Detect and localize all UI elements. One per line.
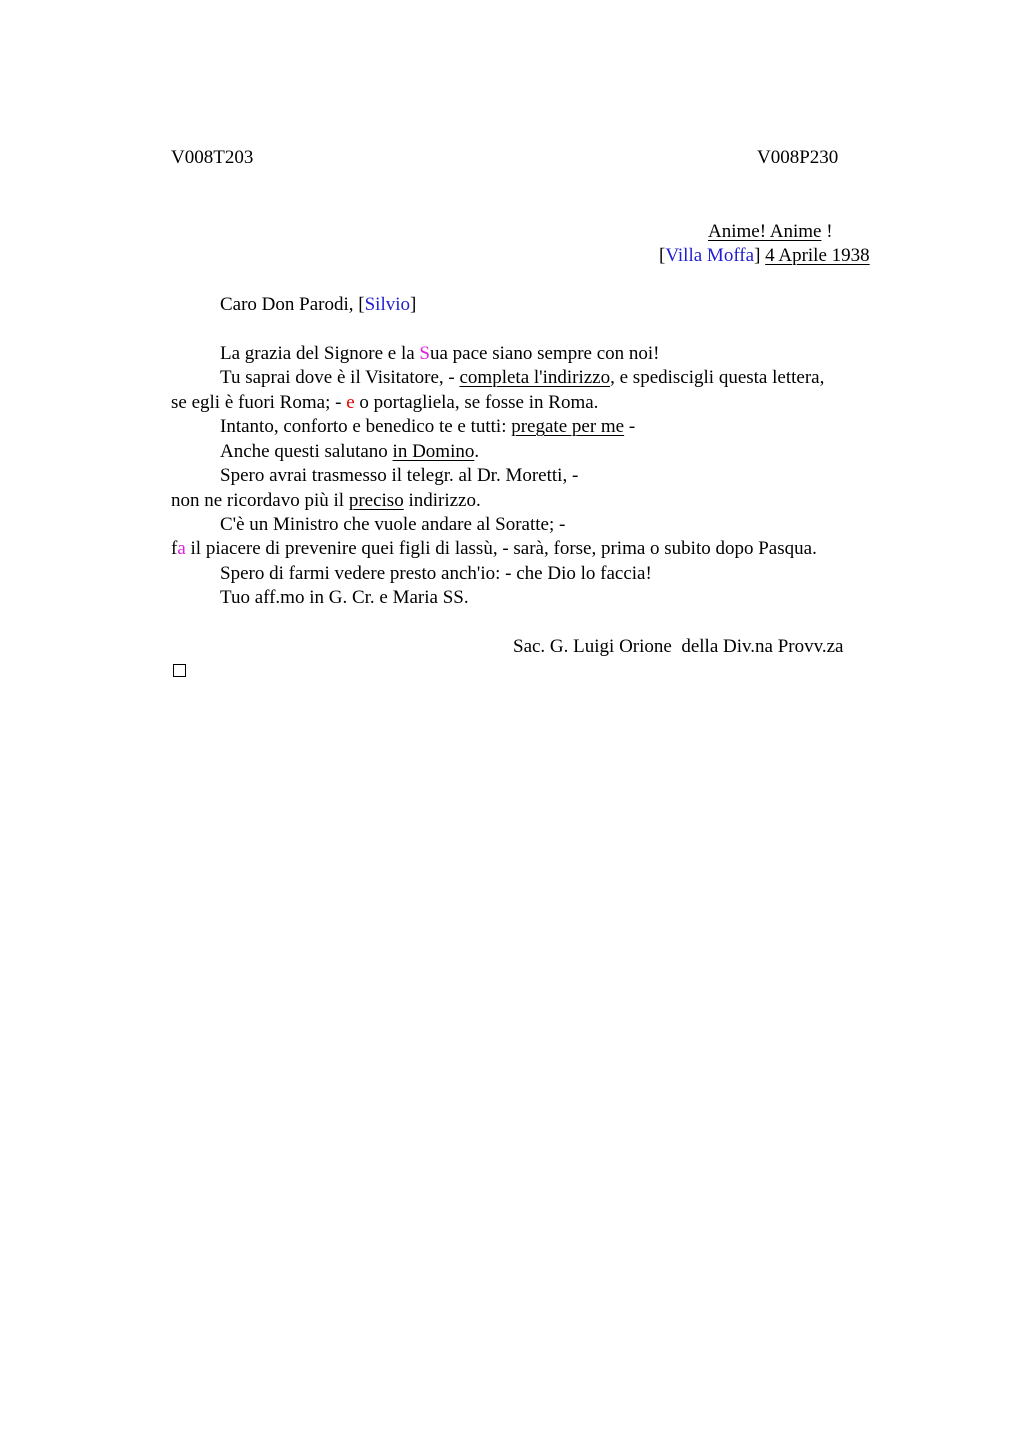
underlined-text: completa l'indirizzo xyxy=(459,367,611,388)
text: . xyxy=(474,441,480,462)
body-line-7 xyxy=(171,489,481,513)
motto-end: ! xyxy=(821,221,833,242)
salutation-bracket-close: ] xyxy=(410,294,417,315)
header-right-code: V008P230 xyxy=(757,147,839,168)
corrected-letter: S xyxy=(419,343,430,364)
underlined-text: in Domino xyxy=(392,441,475,462)
body-line-10: Spero di farmi vedere presto anch'io: - che Dio lo faccia! xyxy=(220,563,652,584)
underlined-text: preciso xyxy=(348,490,404,511)
body-line-3 xyxy=(171,391,598,415)
body-line-8: C'è un Ministro che vuole andare al Soratte; - xyxy=(220,514,566,535)
text: se egli è fuori Roma; - xyxy=(171,392,347,413)
text: Anche questi salutano xyxy=(220,441,393,462)
salutation-bracket-open: [ xyxy=(358,294,365,315)
header-left-code: V008T203 xyxy=(171,147,254,168)
text: - xyxy=(624,416,636,437)
corrected-letter: e xyxy=(346,392,355,413)
body-line-6: Spero avrai trasmesso il telegr. al Dr. Moretti, - xyxy=(220,465,579,486)
letter-date: 4 Aprile 1938 xyxy=(765,245,870,266)
bracket-open: [ xyxy=(659,245,666,266)
salutation-text: Caro Don Parodi, xyxy=(220,294,359,315)
salutation xyxy=(220,293,416,317)
corrected-letter: a xyxy=(177,538,186,559)
heading-motto-line xyxy=(708,220,833,244)
body-line-2 xyxy=(220,366,824,390)
empty-box-icon xyxy=(173,664,186,677)
body-line-4 xyxy=(220,415,635,439)
text: Tu saprai dove è il Visitatore, - xyxy=(220,367,460,388)
signature: Sac. G. Luigi Orione della Div.na Provv.za xyxy=(513,636,844,657)
underlined-text: pregate per me xyxy=(511,416,625,437)
text: La grazia del Signore e la xyxy=(220,343,420,364)
text: il piacere di prevenire quei figli di lassù, - sarà, forse, prima o subito dopo Pasqua. xyxy=(185,538,817,559)
body-line-9 xyxy=(171,537,817,561)
motto: Anime! Anime xyxy=(708,221,822,242)
body-line-11: Tuo aff.mo in G. Cr. e Maria SS. xyxy=(220,587,469,608)
text: non ne ricordavo più il xyxy=(171,490,349,511)
text: o portagliela, se fosse in Roma. xyxy=(354,392,599,413)
body-line-1 xyxy=(220,342,660,366)
text: indirizzo. xyxy=(403,490,481,511)
place-name: Villa Moffa xyxy=(665,245,755,266)
salutation-name: Silvio xyxy=(364,294,410,315)
text: f xyxy=(171,538,178,559)
body-line-5 xyxy=(220,440,479,464)
heading-date-line xyxy=(659,244,870,268)
text: ua pace siano sempre con noi! xyxy=(430,343,660,364)
text: , e spediscigli questa lettera, xyxy=(610,367,825,388)
bracket-close: ] xyxy=(754,245,761,266)
text: Intanto, conforto e benedico te e tutti: xyxy=(220,416,512,437)
